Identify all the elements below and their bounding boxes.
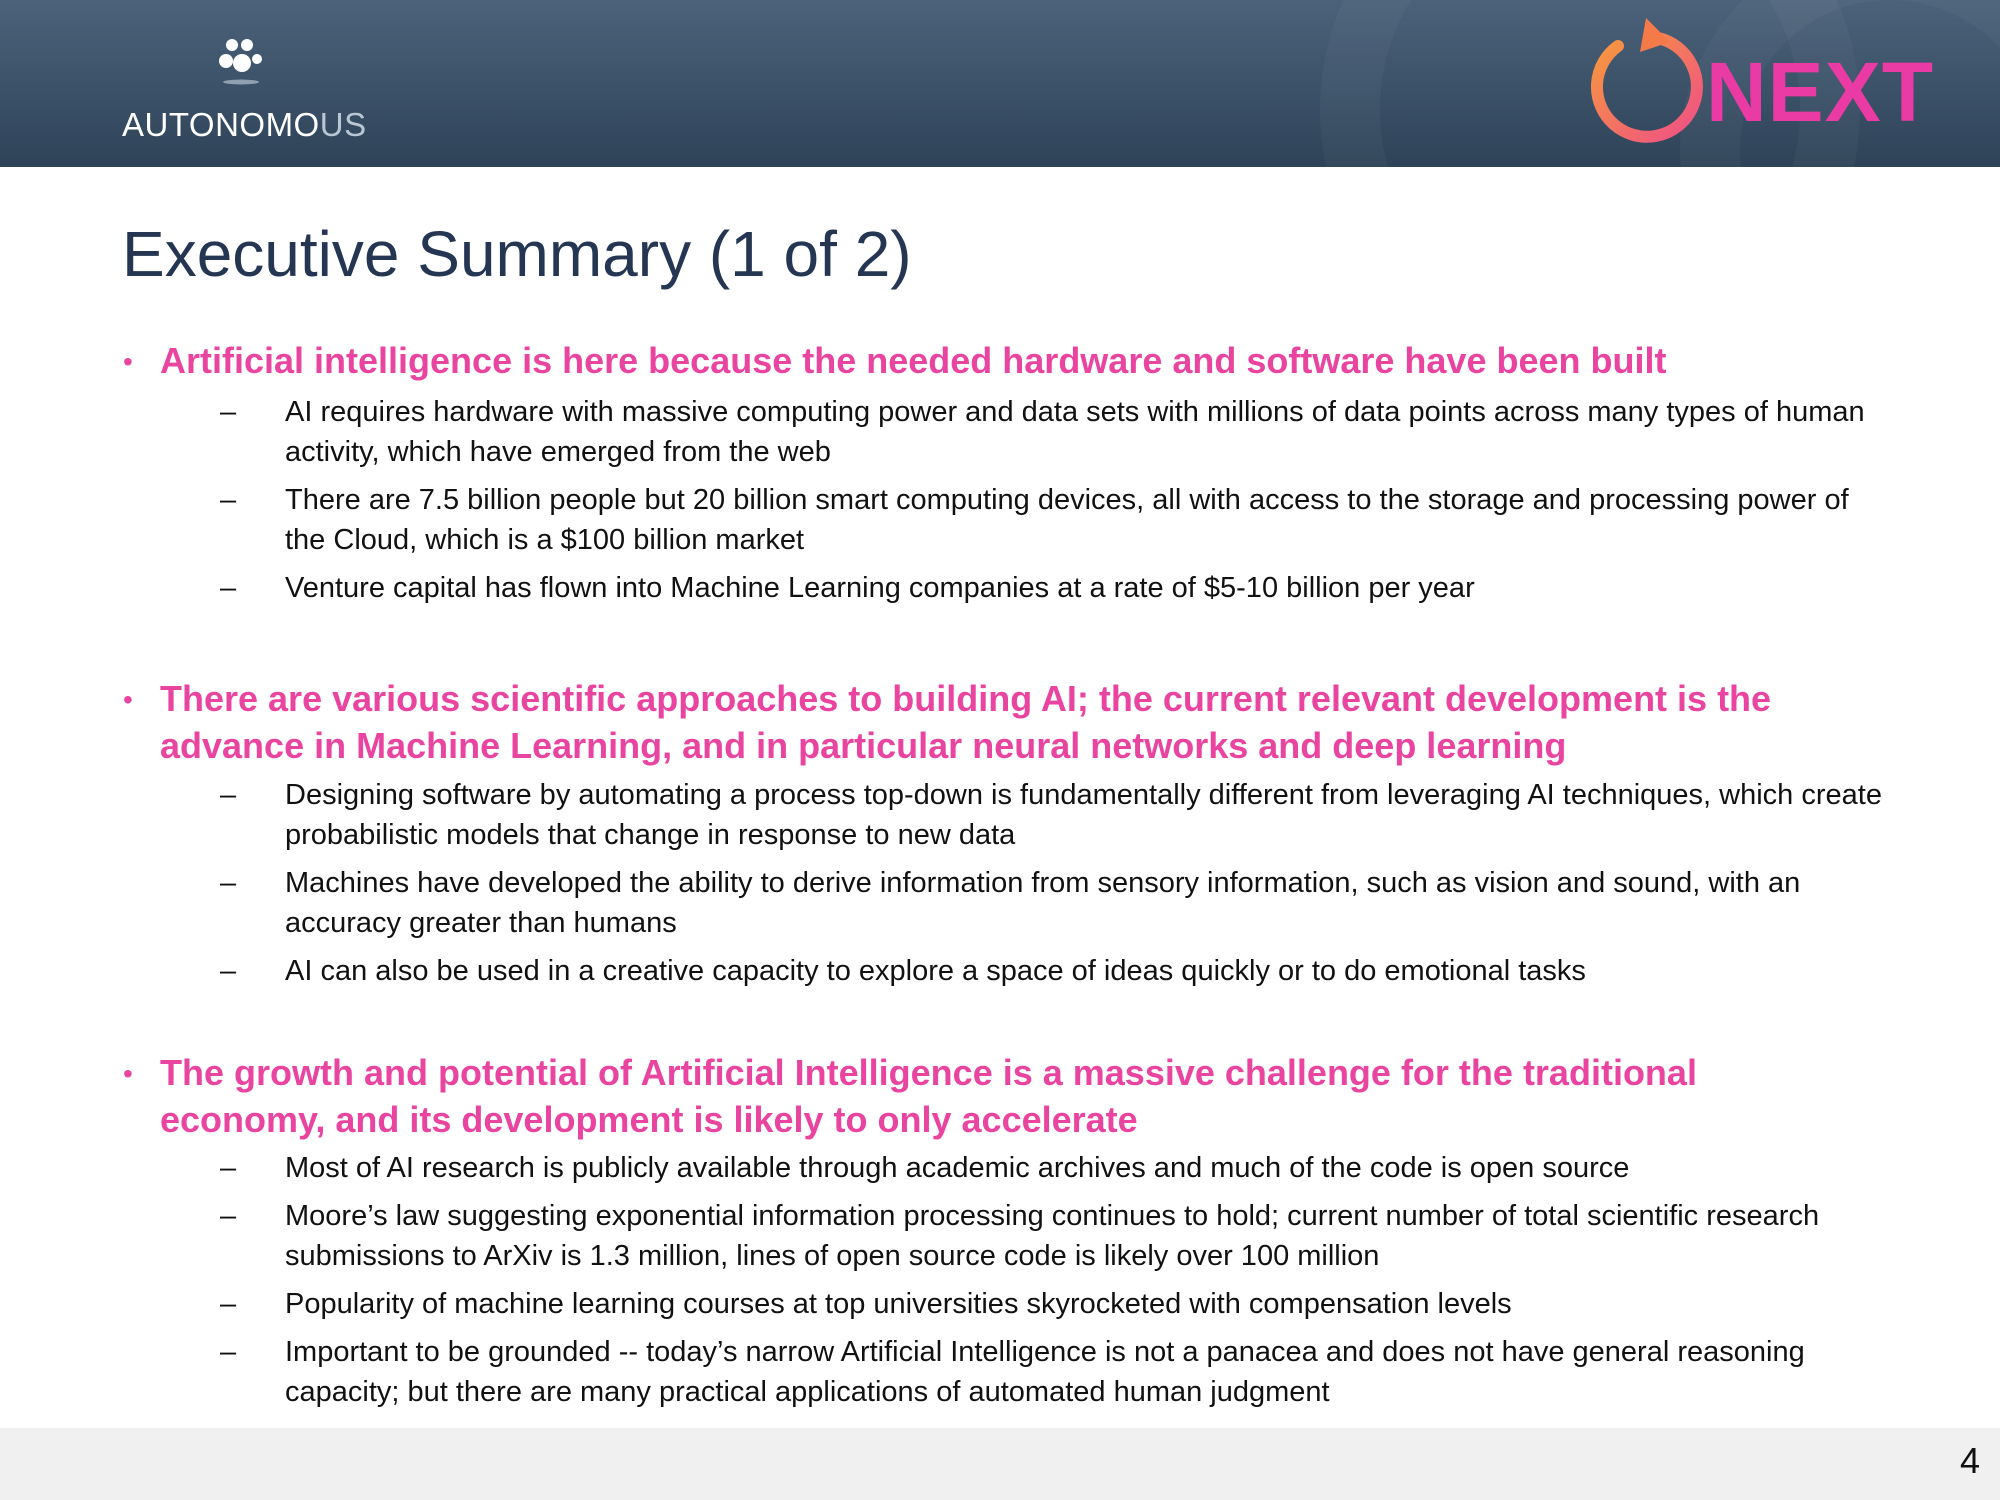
bullet-point: Designing software by automating a process top-down is fundamentally different from leveraging AI techniques, which create probabilistic models that change in response to new data xyxy=(285,779,1882,851)
dash-icon: – xyxy=(220,867,237,899)
wordmark-tail: US xyxy=(319,106,367,143)
bullet-point: AI requires hardware with massive computing power and data sets with millions of data points across many types of human activity, which have emerged from the web xyxy=(285,396,1865,468)
slide-footer xyxy=(0,1428,2000,1500)
section-heading: Artificial intelligence is here because the needed hardware and software have been built xyxy=(160,340,1667,381)
bullet-point: There are 7.5 billion people but 20 billion smart computing devices, all with access to the storage and processing power of the Cloud, which is a $100 billion market xyxy=(285,484,1849,556)
dash-icon: – xyxy=(220,1288,237,1320)
dash-icon: – xyxy=(220,396,237,428)
bullet-point: Popularity of machine learning courses at top universities skyrocketed with compensation levels xyxy=(285,1288,1512,1320)
bullet-icon: • xyxy=(123,1058,133,1089)
refresh-arrow-icon xyxy=(1570,12,1710,152)
slide-header xyxy=(0,0,2000,167)
dash-icon: – xyxy=(220,1200,237,1232)
bullet-point: Important to be grounded -- today’s narrow Artificial Intelligence is not a panacea and does not have general reasoning capacity; but there are many practical applications of automated human judgment xyxy=(285,1336,1805,1408)
bullet-point: AI can also be used in a creative capacity to explore a space of ideas quickly or to do emotional tasks xyxy=(285,955,1586,987)
dash-icon: – xyxy=(220,1152,237,1184)
section-heading: There are various scientific approaches to building AI; the current relevant development is the advance in Machine Learning, and in particular neural networks and deep learning xyxy=(160,678,1772,766)
dash-icon: – xyxy=(220,572,237,604)
autonomous-wordmark: AUTONOMOUS xyxy=(122,106,367,143)
slide-title: Executive Summary (1 of 2) xyxy=(122,218,912,290)
autonomous-logo xyxy=(118,28,378,148)
dash-icon: – xyxy=(220,484,237,516)
dash-icon: – xyxy=(220,779,237,811)
bullet-point: Most of AI research is publicly available through academic archives and much of the code is open source xyxy=(285,1152,1630,1184)
bullet-point: Venture capital has flown into Machine Learning companies at a rate of $5-10 billion per year xyxy=(285,572,1475,604)
next-wordmark: NEXT xyxy=(1706,45,1935,139)
bullet-icon: • xyxy=(123,346,133,377)
page-number: 4 xyxy=(1959,1440,1980,1481)
next-logo xyxy=(1570,12,1950,152)
bullet-icon: • xyxy=(123,684,133,715)
section-heading: The growth and potential of Artificial Intelligence is a massive challenge for the traditional economy, and its development is likely to only accelerate xyxy=(160,1052,1697,1140)
dash-icon: – xyxy=(220,1336,237,1368)
autonomous-logo-icon xyxy=(216,36,266,90)
bullet-point: Machines have developed the ability to derive information from sensory information, such as vision and sound, with an accuracy greater than humans xyxy=(285,867,1801,939)
bullet-point: Moore’s law suggesting exponential information processing continues to hold; current number of total scientific research submissions to ArXiv is 1.3 million, lines of open source code is likely over 100 million xyxy=(285,1200,1820,1272)
dash-icon: – xyxy=(220,955,237,987)
